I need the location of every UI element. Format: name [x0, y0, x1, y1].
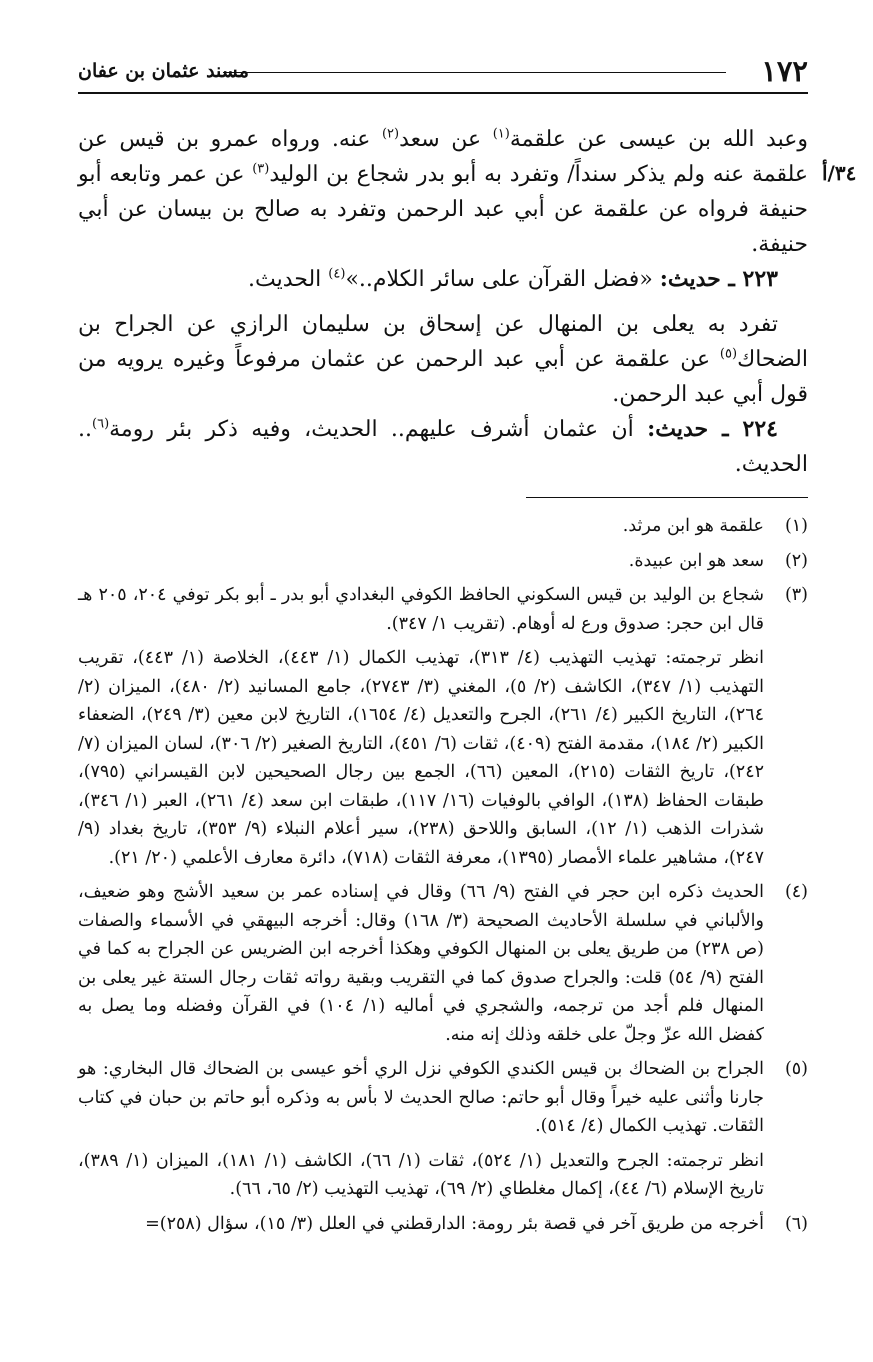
- footnote-text: الحديث ذكره ابن حجر في الفتح (٩/ ٦٦) وقال في إسناده عمر بن سعيد الأشج وهو ضعيف، والألباني في سلسلة الأحاديث الصحيحة (٣/ ١٦٨) وقال: أخرجه البيهقي في الأسماء والصفات (ص ٢٣٨) من طريق يعلى بن المنهال الكوفي وهكذا أخرجه ابن الضريس عن الجراح به كما في الفتح (٩/ ٥٤) قلت: والجراح صدوق كما في التقريب وبقية رواته ثقات رجال الستة غير يعلى بن المنهال فلم أجد من ترجمه، والشجري في أماليه (١/ ١٠٤) في القرآن وفضله وما يصل به كفضل الله عزّ وجلّ على خلقه وذلك إنه منه.: [78, 882, 764, 1045]
- text-run: عن عمر وتابعه أبو حنيفة فرواه عن علقمة عن أبي عبد الرحمن وتفرد به صالح بن بيسان عن أبي حنيفة.: [78, 162, 808, 257]
- hadith-number: ٢٢٣ ـ حديث:: [659, 266, 778, 292]
- footnote-text: علقمة هو ابن مرثد.: [622, 516, 764, 536]
- footnote-number: (٦): [784, 1213, 808, 1234]
- footnote-ref-3[interactable]: (٣): [252, 161, 270, 177]
- text-run: عن سعد: [399, 127, 493, 152]
- footnote-ref-4[interactable]: (٤): [328, 266, 346, 282]
- footnote-ref-5[interactable]: (٥): [719, 346, 738, 362]
- text-run: عنه. ورواه عمرو بن قيس عن علقمة عنه ولم يذكر سنداً/ وتفرد به أبو بدر شجاع بن الوليد: [78, 127, 809, 187]
- footnote-1: [78, 512, 808, 541]
- hadith-text: أن عثمان أشرف عليهم.. الحديث، وفيه ذكر بئر رومة: [109, 417, 648, 442]
- hadith-number: ٢٢٤ ـ حديث:: [647, 416, 778, 442]
- footnote-2: [78, 547, 808, 576]
- footnote-text: الجراح بن الضحاك بن قيس الكندي الكوفي نزل الري أخو عيسى بن الضحاك قال البخاري: هو جارنا وأثنى عليه خيراً وقال أبو حاتم: صالح الحديث لا بأس به وذكره أبو حاتم بن حبان في كتاب الثقات. تهذيب الكمال (٤/ ٥١٤).: [78, 1059, 764, 1136]
- footnote-number: (٥): [784, 1059, 808, 1079]
- header-rule: [78, 92, 808, 94]
- page-number: ١٧٢: [761, 54, 808, 88]
- text-run: تفرد به يعلى بن المنهال عن إسحاق بن سليمان الرازي عن الجراح بن الضحاك: [78, 312, 808, 372]
- footnote-5: [78, 1055, 808, 1204]
- footnote-ref-2[interactable]: (٢): [381, 126, 400, 142]
- text-run: .. الحديث.: [78, 417, 808, 477]
- running-title: مسند عثمان بن عفان: [78, 60, 249, 82]
- footnote-ref-6[interactable]: (٦): [92, 416, 110, 432]
- paragraph-1: [78, 122, 808, 262]
- text-run: الحديث.: [248, 267, 329, 292]
- text-run: عن علقمة عن أبي عبد الرحمن عن عثمان مرفوعاً وغيره يرويه من قول أبي عبد الرحمن.: [78, 347, 808, 407]
- page-header: [78, 50, 808, 90]
- footnote-number: (١): [784, 516, 808, 536]
- footnote-number: (٣): [784, 585, 808, 605]
- text-run: وعبد الله بن عيسى عن علقمة: [509, 127, 808, 152]
- footnote-separator: [526, 497, 808, 498]
- footnotes: [78, 512, 808, 1244]
- hadith-223: [78, 262, 808, 297]
- margin-folio-note: ٣٤/أ: [822, 161, 857, 185]
- footnote-3: [78, 581, 808, 872]
- hadith-text: «فضل القرآن على سائر الكلام..»: [345, 267, 660, 292]
- footnote-4: [78, 878, 808, 1049]
- footnote-6: [78, 1210, 808, 1239]
- paragraph-3: [78, 307, 808, 412]
- footnote-text: أخرجه من طريق آخر في قصة بئر رومة: الدارقطني في العلل (٣/ ١٥)، سؤال (٢٥٨)=: [145, 1213, 764, 1234]
- footnote-number: (٢): [784, 550, 808, 571]
- footnote-references: انظر ترجمته: تهذيب التهذيب (٤/ ٣١٣)، تهذيب الكمال (١/ ٤٤٣)، الخلاصة (١/ ٤٤٣)، تقريب التهذيب (١/ ٣٤٧)، الكاشف (٢/ ٥)، المغني (٣/ ٢٧٤٣)، جامع المسانيد (٢/ ٤٨٠)، الميزان (٢/ ٢٦٤)، التاريخ الكبير (٤/ ٢٦١)، الجرح والتعديل (٤/ ١٦٥٤)، التاريخ لابن معين (٣/ ٢٤٩)، الضعفاء الكبير (٢/ ١٨٤)، مقدمة الفتح (٤٠٩)، ثقات (٦/ ٤٥١)، التاريخ الصغير (٢/ ٣٠٦)، لسان الميزان (٧/ ٢٤٢)، تاريخ الثقات (٢١٥)، المعين (٦٦)، الجمع بين رجال الصحيحين لابن القيسراني (٧٩٥)، طبقات الحفاظ (١٣٨)، الوافي بالوفيات (١٦/ ١١٧)، طبقات ابن سعد (٤/ ٢٦١)، العبر (١/ ٣٤٦)، شذرات الذهب (١/ ١٢)، السابق واللاحق (٢٣٨)، سير أعلام النبلاء (٩/ ٣٥٣)، تاريخ بغداد (٩/ ٢٤٧)، مشاهير علماء الأمصار (١٣٩٥)، معرفة الثقات (٧١٨)، دائرة معارف الأعلمي (٢٠/ ٢١).: [78, 648, 765, 868]
- footnote-references: انظر ترجمته: الجرح والتعديل (١/ ٥٢٤)، ثقات (١/ ٦٦)، الكاشف (١/ ١٨١)، الميزان (١/ ٣٨٩)، تاريخ الإسلام (٦/ ٤٤)، إكمال مغلطاي (٢/ ٦٩)، تهذيب التهذيب (٢/ ٦٥، ٦٦).: [78, 1150, 764, 1199]
- footnote-number: (٤): [784, 882, 808, 902]
- main-text: [78, 122, 808, 482]
- footnote-ref-1[interactable]: (١): [492, 126, 510, 142]
- header-line: [223, 72, 726, 73]
- hadith-224: [78, 412, 808, 482]
- footnote-text: شجاع بن الوليد بن قيس السكوني الحافظ الكوفي البغدادي أبو بدر ـ أبو بكر توفي ٢٠٤، ٢٠٥ هـ قال ابن حجر: صدوق ورع له أوهام. (تقريب ١/ ٣٤٧).: [78, 585, 765, 634]
- footnote-text: سعد هو ابن عبيدة.: [628, 550, 764, 571]
